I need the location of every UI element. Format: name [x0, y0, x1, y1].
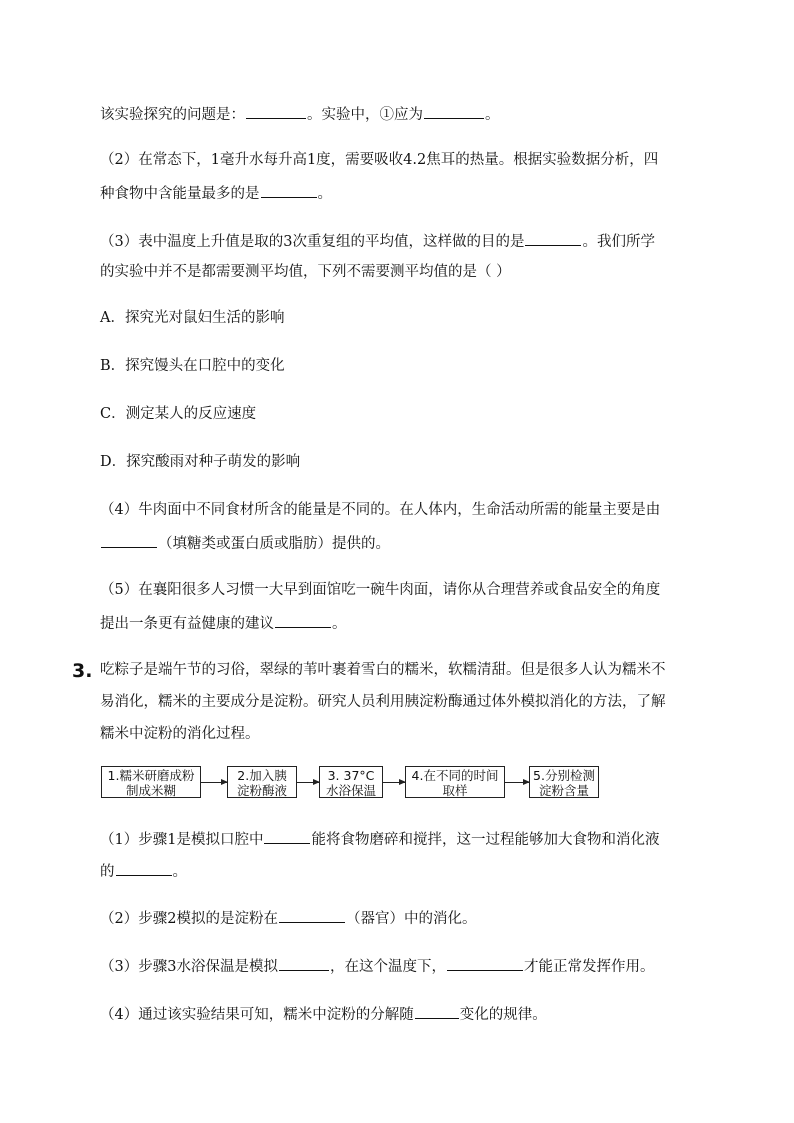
text-segment: 才能正常发挥作用。 — [523, 959, 655, 975]
text-segment: （3）表中温度上升值是取的3次重复组的平均值，这样做的目的是 — [100, 234, 525, 250]
answer-blank — [525, 230, 581, 246]
flow-arrow — [505, 782, 529, 783]
answer-blank — [101, 532, 157, 548]
flow-arrow — [201, 782, 227, 783]
text-segment: （5）在襄阳很多人习惯一大早到面馆吃一碗牛肉面，请你从合理营养或食品安全的角度 — [100, 582, 661, 598]
text-line — [100, 1003, 547, 1025]
text-line — [100, 692, 666, 712]
text-line — [100, 660, 666, 680]
text-segment: （2）在常态下，1毫升水每升高1度，需要吸收4.2焦耳的热量。根据实验数据分析，四 — [100, 152, 659, 168]
text-segment: 的 — [100, 864, 115, 880]
answer-blank — [116, 860, 172, 876]
flowchart — [101, 766, 621, 802]
text-line — [100, 182, 332, 204]
flow-step-1-line2: 制成米糊 — [125, 783, 176, 798]
text-line — [100, 828, 659, 850]
text-segment: （4）牛肉面中不同食材所含的能量是不同的。在人体内，生命活动所需的能量主要是由 — [100, 502, 661, 518]
text-segment: 该实验探究的问题是： — [100, 107, 245, 123]
text-segment: D．探究酸雨对种子萌发的影响 — [100, 454, 301, 470]
text-segment: （2）步骤2模拟的是淀粉在 — [100, 911, 278, 927]
flow-step-4 — [405, 766, 505, 798]
text-segment: 吃粽子是端午节的习俗，翠绿的苇叶裹着雪白的糯米，软糯清甜。但是很多人认为糯米不 — [100, 662, 666, 678]
answer-blank — [279, 907, 345, 923]
text-segment: 。我们所学 — [582, 234, 655, 250]
question-number: 3. — [72, 660, 93, 682]
flow-step-5-line1: 5.分别检测 — [533, 768, 595, 783]
text-segment: 变化的规律。 — [459, 1007, 547, 1023]
text-line — [100, 308, 284, 328]
answer-blank — [424, 103, 484, 119]
answer-blank — [261, 182, 317, 198]
flow-step-4-line1: 4.在不同的时间 — [411, 768, 499, 783]
text-segment: B．探究馒头在口腔中的变化 — [100, 358, 285, 374]
answer-blank — [264, 828, 310, 844]
text-line — [100, 150, 658, 170]
text-segment: 。 — [332, 616, 347, 632]
text-segment: A．探究光对鼠妇生活的影响 — [100, 310, 285, 326]
text-segment: ，在这个温度下， — [329, 959, 446, 975]
answer-blank — [275, 612, 331, 628]
text-segment: （器官）中的消化。 — [345, 911, 477, 927]
flow-arrow — [383, 782, 405, 783]
flow-step-3-line1: 3. 37°C — [327, 768, 375, 783]
text-line — [100, 955, 654, 977]
flow-step-1 — [101, 766, 201, 798]
answer-blank — [279, 955, 329, 971]
text-line — [100, 724, 260, 744]
flow-step-2-line2: 淀粉酶液 — [236, 783, 287, 798]
text-segment: 。 — [172, 864, 187, 880]
text-line — [100, 404, 256, 424]
text-line — [100, 580, 660, 600]
text-segment: 。实验中，①应为 — [307, 107, 423, 123]
text-line — [100, 500, 660, 520]
flow-step-2 — [227, 766, 297, 798]
answer-blank — [415, 1003, 459, 1019]
text-segment: 的实验中并不是都需要测平均值，下列不需要测平均值的是（ ） — [100, 264, 511, 280]
flow-step-2-line1: 2.加入胰 — [237, 768, 287, 783]
flow-step-5 — [529, 766, 599, 798]
flow-arrow — [297, 782, 319, 783]
text-segment: （3）步骤3水浴保温是模拟 — [100, 959, 278, 975]
text-line — [100, 452, 300, 472]
text-segment: （4）通过该实验结果可知，糯米中淀粉的分解随 — [100, 1007, 414, 1023]
text-segment: （填糖类或蛋白质或脂肪）提供的。 — [158, 536, 390, 552]
text-line — [100, 262, 511, 282]
flow-step-3 — [319, 766, 383, 798]
answer-blank — [447, 955, 523, 971]
text-line — [100, 907, 476, 929]
text-line — [100, 532, 390, 554]
text-line — [100, 103, 500, 125]
flow-step-5-line2: 淀粉含量 — [538, 783, 589, 798]
text-segment: 。 — [485, 107, 500, 123]
text-segment: 糯米中淀粉的消化过程。 — [100, 726, 260, 742]
text-line — [100, 356, 285, 376]
text-line — [100, 612, 347, 634]
answer-blank — [246, 103, 306, 119]
text-segment: 。 — [317, 186, 332, 202]
flow-step-3-line2: 水浴保温 — [325, 783, 376, 798]
text-segment: 种食物中含能量最多的是 — [100, 186, 260, 202]
text-line — [100, 230, 655, 252]
text-line — [100, 860, 187, 882]
text-segment: 易消化，糯米的主要成分是淀粉。研究人员利用胰淀粉酶通过体外模拟消化的方法，了解 — [100, 694, 666, 710]
text-segment: （1）步骤1是模拟口腔中 — [100, 832, 264, 848]
flow-step-1-line1: 1.糯米研磨成粉 — [107, 768, 195, 783]
text-segment: C．测定某人的反应速度 — [100, 406, 257, 422]
flow-step-4-line2: 取样 — [442, 783, 468, 798]
text-segment: 提出一条更有益健康的建议 — [100, 616, 274, 632]
text-segment: 能将食物磨碎和搅拌，这一过程能够加大食物和消化液 — [311, 832, 660, 848]
